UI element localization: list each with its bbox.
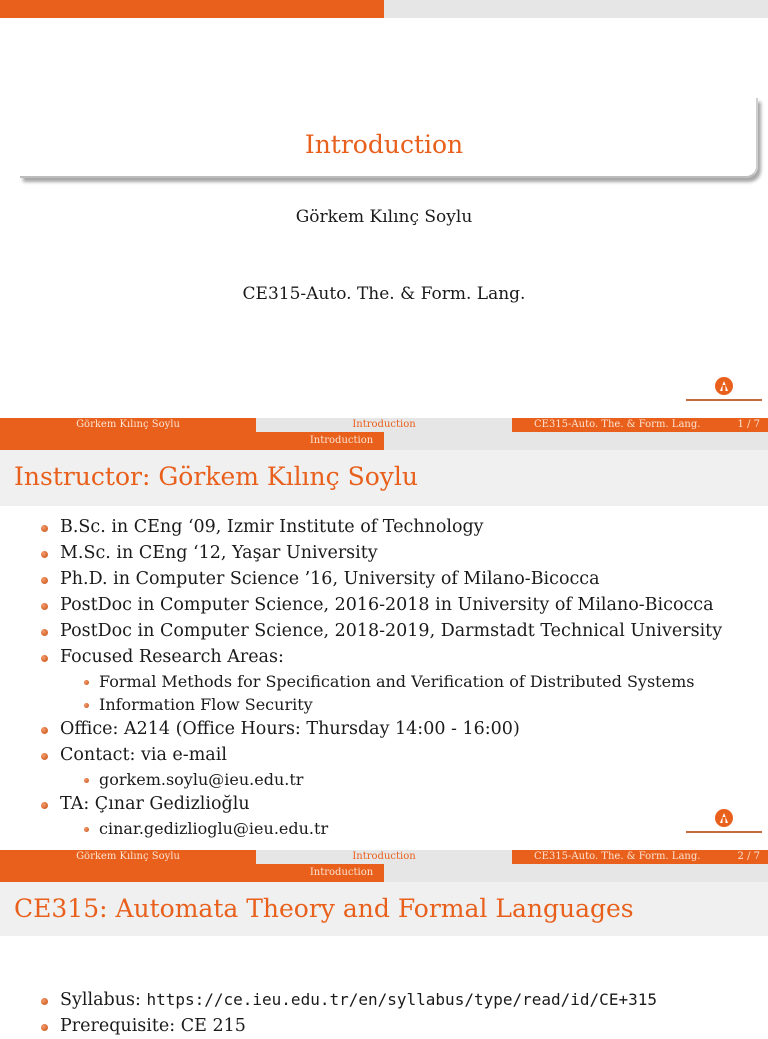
footer-nav-bar bbox=[0, 432, 299, 450]
slide3-bullet-list bbox=[40, 987, 760, 1039]
slide1-author: Görkem Kılınç Soylu bbox=[295, 207, 473, 227]
list-item-label: Contact: via e-mail bbox=[60, 745, 227, 765]
university-logo-icon bbox=[684, 376, 764, 406]
slide2-footer bbox=[0, 850, 768, 882]
slide1-progress-bar-empty bbox=[384, 0, 768, 18]
contact-email-link[interactable]: gorkem.soylu@ieu.edu.tr bbox=[82, 768, 760, 791]
list-item: PostDoc in Computer Science, 2018-2019, Darmstadt Technical University bbox=[40, 618, 760, 644]
syllabus-label: Syllabus: bbox=[60, 990, 141, 1010]
list-item: M.Sc. in CEng ‘12, Yaşar University bbox=[40, 540, 760, 566]
slide2-bullet-list bbox=[40, 514, 760, 840]
footer-section[interactable]: Introduction bbox=[256, 418, 512, 432]
slide1-course: CE315-Auto. The. & Form. Lang. bbox=[242, 284, 526, 304]
footer-author: Görkem Kılınç Soylu bbox=[0, 418, 256, 432]
footer-section[interactable]: Introduction bbox=[256, 850, 512, 864]
list-item: PostDoc in Computer Science, 2016-2018 in University of Milano-Bicocca bbox=[40, 592, 760, 618]
footer-nav-bar-empty bbox=[384, 432, 768, 450]
slide1-title: Introduction bbox=[304, 130, 464, 159]
list-item-contact bbox=[40, 742, 760, 791]
footer-course-block bbox=[512, 418, 768, 432]
list-item: Prerequisite: CE 215 bbox=[40, 1013, 760, 1039]
footer-nav-bar-empty bbox=[384, 864, 768, 882]
sub-list-item: Formal Methods for Specification and Verification of Distributed Systems bbox=[82, 670, 760, 693]
list-item-label: TA: Çınar Gedizlioğlu bbox=[60, 794, 250, 814]
footer-author: Görkem Kılınç Soylu bbox=[0, 850, 256, 864]
footer-nav-section[interactable]: Introduction bbox=[299, 432, 384, 450]
footer-course: CE315-Auto. The. & Form. Lang. bbox=[534, 419, 701, 430]
list-item: Office: A214 (Office Hours: Thursday 14:00 - 16:00) bbox=[40, 716, 760, 742]
list-item-ta bbox=[40, 791, 760, 840]
footer-course-block bbox=[512, 850, 768, 864]
ta-email-link[interactable]: cinar.gedizlioglu@ieu.edu.tr bbox=[82, 817, 760, 840]
university-logo-icon bbox=[684, 808, 764, 838]
list-item-syllabus bbox=[40, 987, 760, 1013]
slide2-heading: Instructor: Görkem Kılınç Soylu bbox=[14, 462, 419, 491]
footer-nav-bar bbox=[0, 864, 299, 882]
slide1-footer bbox=[0, 418, 768, 450]
syllabus-link[interactable]: https://ce.ieu.edu.tr/en/syllabus/type/read/id/CE+315 bbox=[146, 990, 657, 1009]
list-item-research-areas bbox=[40, 644, 760, 716]
footer-page-number: 1 / 7 bbox=[737, 419, 760, 430]
sub-list-item: Information Flow Security bbox=[82, 693, 760, 716]
footer-course: CE315-Auto. The. & Form. Lang. bbox=[534, 851, 701, 862]
list-item: Ph.D. in Computer Science ’16, University of Milano-Bicocca bbox=[40, 566, 760, 592]
slide3-heading: CE315: Automata Theory and Formal Languages bbox=[14, 894, 634, 923]
footer-nav-section[interactable]: Introduction bbox=[299, 864, 384, 882]
slide1-progress-bar-filled bbox=[0, 0, 384, 18]
list-item-label: Focused Research Areas: bbox=[60, 647, 284, 667]
list-item: B.Sc. in CEng ‘09, Izmir Institute of Technology bbox=[40, 514, 760, 540]
footer-page-number: 2 / 7 bbox=[737, 851, 760, 862]
